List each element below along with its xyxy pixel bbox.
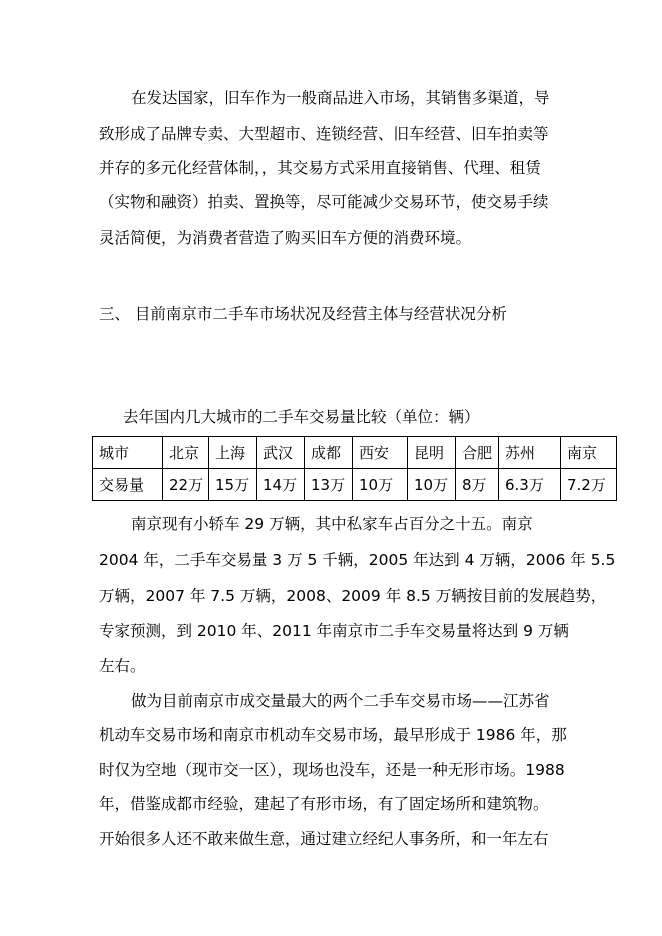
paragraph-line: 时仅为空地（现市交一区），现场也没车，还是一种无形市场。1988 [99,761,565,779]
table-header-row [93,437,617,469]
table-row [93,469,617,501]
paragraph-line: 灵活简便，为消费者营造了购买旧车方便的消费环境。 [99,229,472,247]
paragraph-line: （实物和融资）拍卖、置换等，尽可能减少交易环节，使交易手续 [99,193,549,211]
city-trade-volume-table [92,436,617,501]
paragraph-line: 万辆，2007 年 7.5 万辆，2008、2009 年 8.5 万辆按目前的发展趋势， [99,587,607,605]
paragraph-line: 机动车交易市场和南京市机动车交易市场，最早形成于 1986 年，那 [99,726,567,744]
table-cell: 13万 [305,469,353,501]
table-cell: 10万 [408,469,456,501]
table-cell: 8万 [456,469,499,501]
table-cell: 22万 [163,469,209,501]
paragraph-line: 做为目前南京市成交量最大的两个二手车交易市场——江苏省 [131,692,550,710]
paragraph-line: 年，借鉴成都市经验，建起了有形市场，有了固定场所和建筑物。 [99,795,549,813]
section-heading: 三、 目前南京市二手车市场状况及经营主体与经营状况分析 [99,305,507,323]
table-cell: 南京 [561,437,617,469]
table-cell: 合肥 [456,437,499,469]
table-cell: 15万 [209,469,257,501]
table-cell: 7.2万 [561,469,617,501]
paragraph-line: 南京现有小轿车 29 万辆，其中私家车占百分之十五。南京 [131,515,533,533]
table-cell: 武汉 [257,437,305,469]
table-cell: 6.3万 [499,469,561,501]
table-caption: 去年国内几大城市的二手车交易量比较（单位：辆） [123,408,480,426]
paragraph-line: 开始很多人还不敢来做生意，通过建立经纪人事务所，和一年左右 [99,830,549,848]
paragraph-line: 致形成了品牌专卖、大型超市、连锁经营、旧车经营、旧车拍卖等 [99,125,549,143]
table-cell: 10万 [353,469,408,501]
table-cell: 城市 [93,437,163,469]
table-cell: 西安 [353,437,408,469]
table-cell: 昆明 [408,437,456,469]
table-cell: 交易量 [93,469,163,501]
paragraph-line: 专家预测，到 2010 年、2011 年南京市二手车交易量将达到 9 万辆 [99,622,569,640]
paragraph-line: 2004 年，二手车交易量 3 万 5 千辆，2005 年达到 4 万辆，2006 年 5.5 [99,551,616,569]
table-cell: 14万 [257,469,305,501]
paragraph-line: 在发达国家，旧车作为一般商品进入市场，其销售多渠道，导 [131,89,550,107]
table-cell: 北京 [163,437,209,469]
paragraph-line: 并存的多元化经营体制，，其交易方式采用直接销售、代理、租赁 [99,159,541,177]
table-cell: 成都 [305,437,353,469]
table-cell: 苏州 [499,437,561,469]
paragraph-line: 左右。 [99,657,146,675]
table-cell: 上海 [209,437,257,469]
